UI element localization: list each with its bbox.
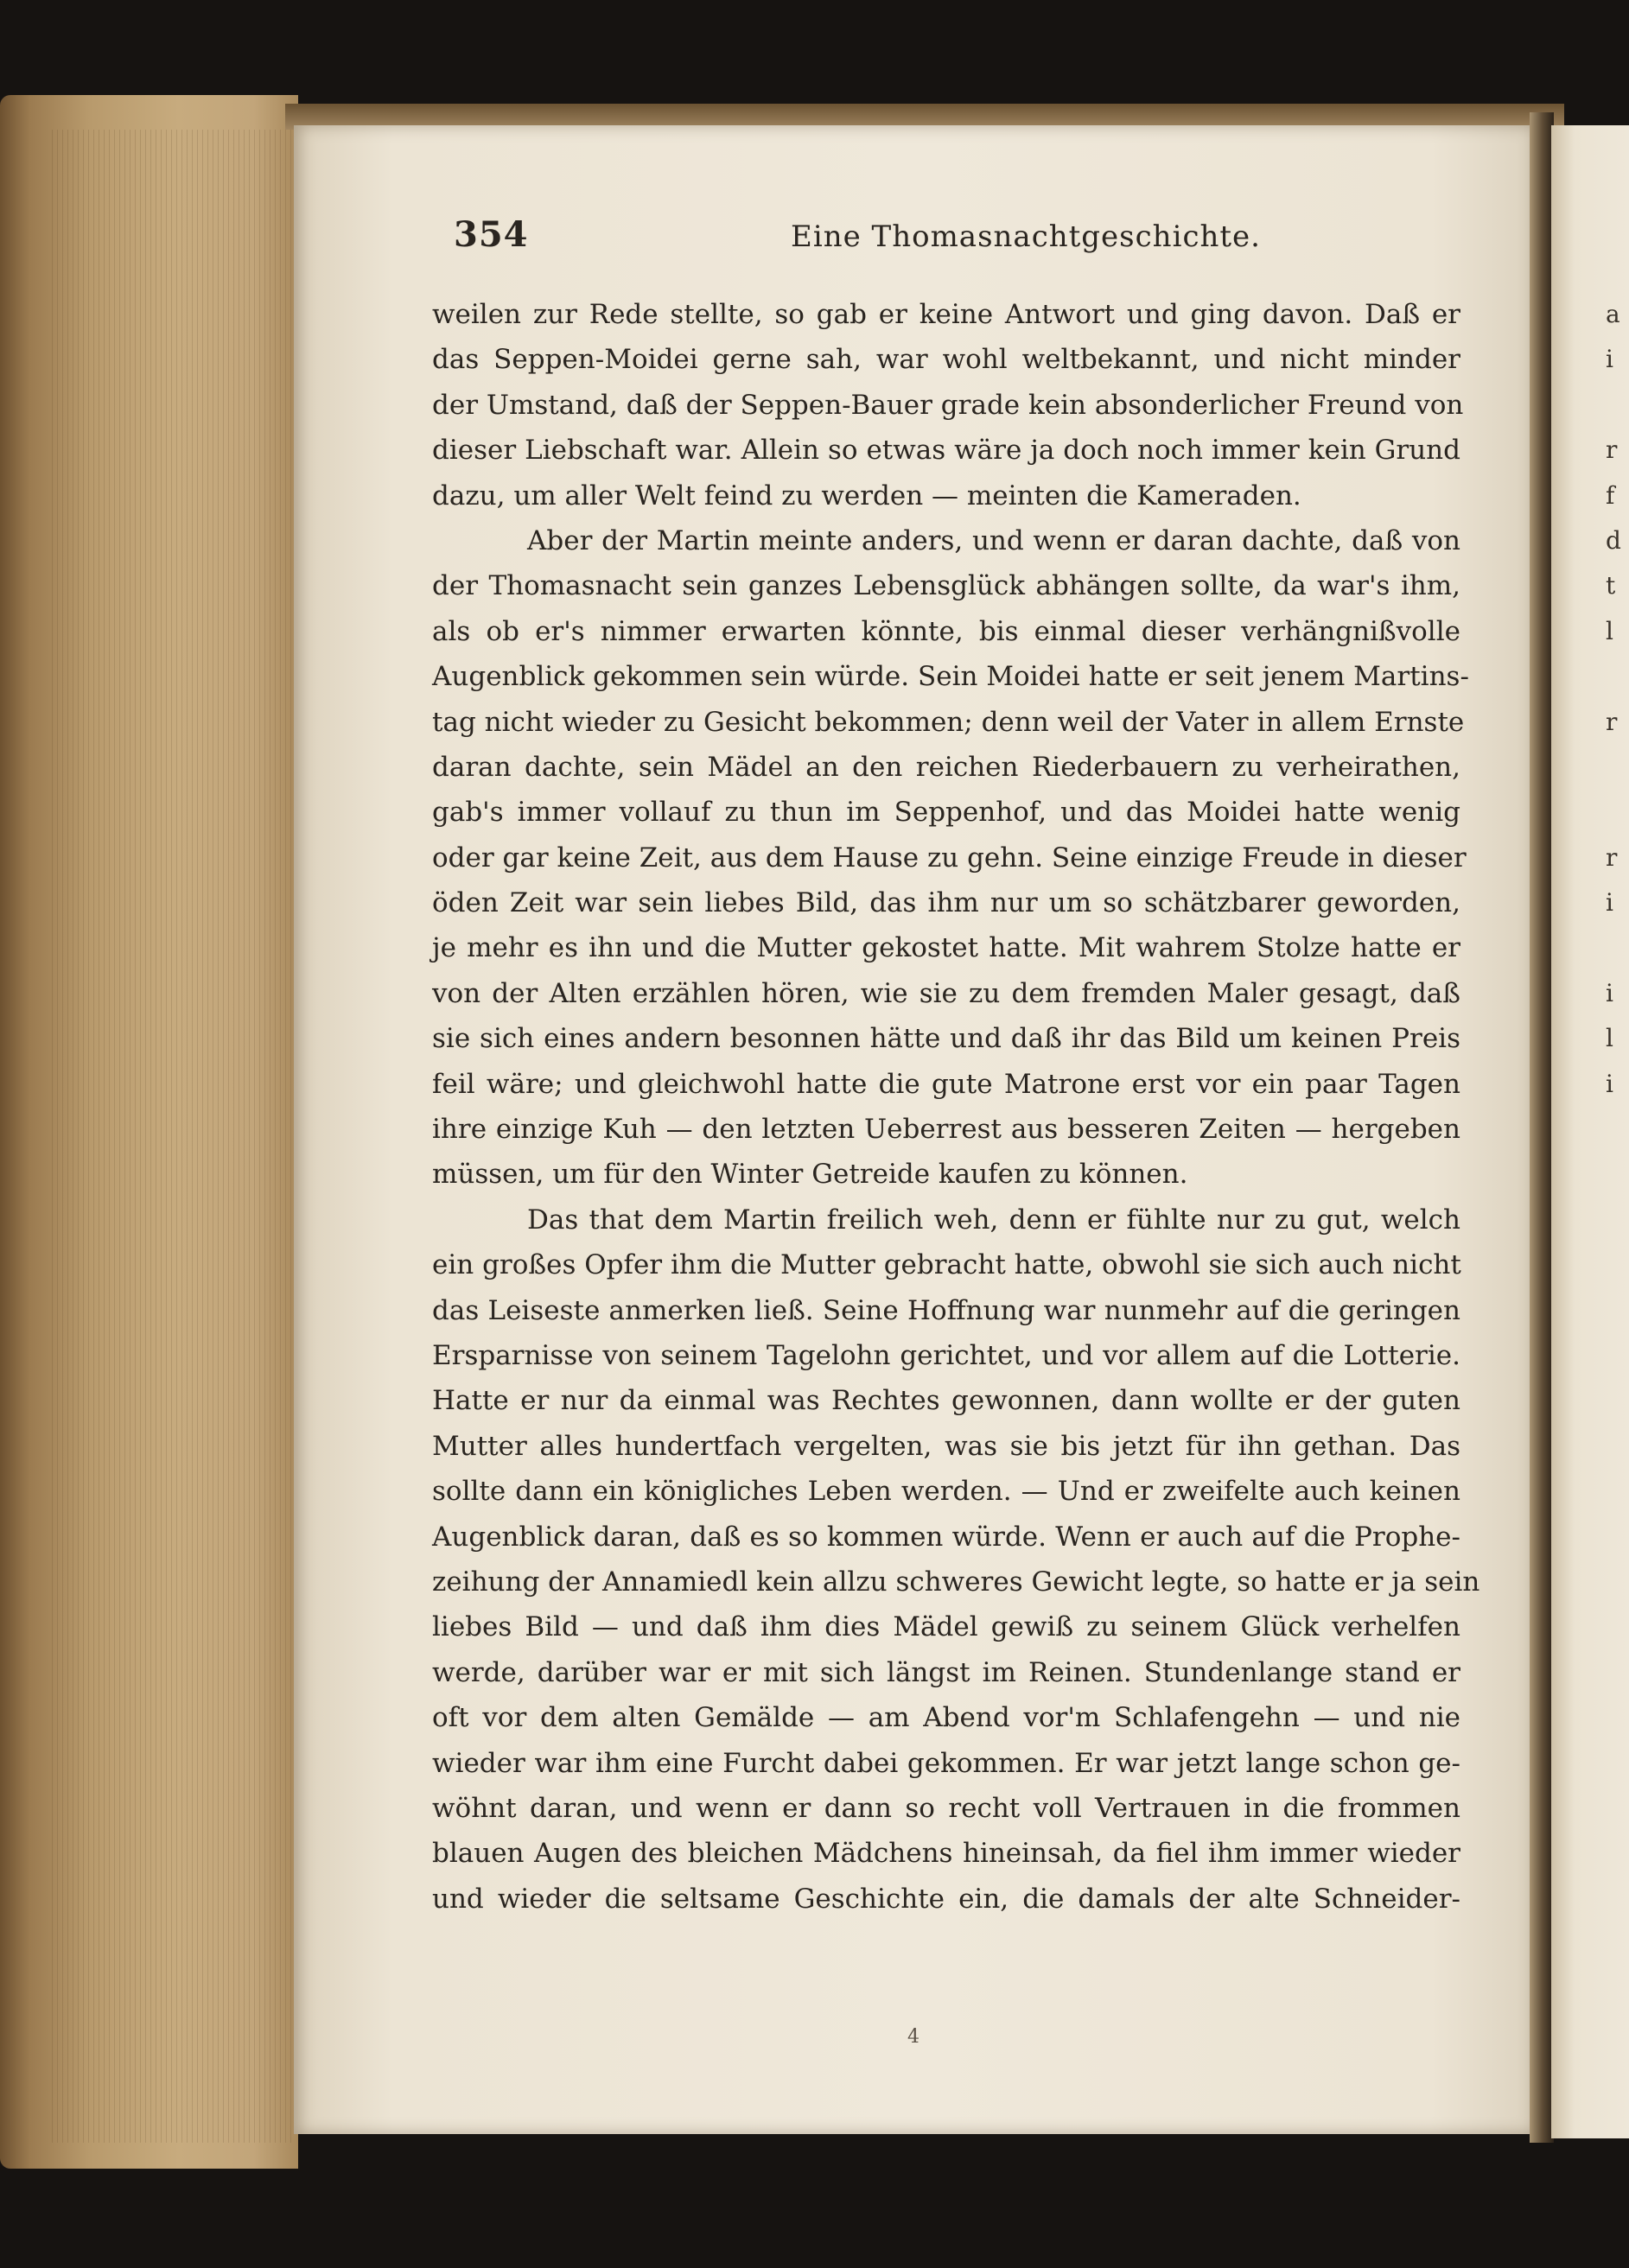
text-line: sie sich eines andern besonnen hätte und daß ihr das Bild um keinen Preis	[432, 1023, 1460, 1055]
text-line: weilen zur Rede stellte, so gab er keine Antwort und ging davon. Daß er	[432, 299, 1460, 330]
fragment: f	[1606, 480, 1615, 510]
text-line: je mehr es ihn und die Mutter gekostet hatte. Mit wahrem Stolze hatte er	[432, 932, 1460, 964]
text-line: dieser Liebschaft war. Allein so etwas wäre ja doch noch immer kein Grund	[432, 435, 1460, 467]
text-line: Hatte er nur da einmal was Rechtes gewonnen, dann wollte er der guten	[432, 1385, 1460, 1417]
page-header	[454, 214, 1456, 266]
running-title: Eine Thomasnachtgeschichte.	[791, 219, 1261, 254]
text-line: das Leiseste anmerken ließ. Seine Hoffnung war nunmehr auf die geringen	[432, 1294, 1460, 1326]
body-text	[432, 292, 1480, 1922]
text-line: gab's immer vollauf zu thun im Seppenhof, und das Moidei hatte wenig	[432, 797, 1460, 829]
text-line: von der Alten erzählen hören, wie sie zu dem fremden Maler gesagt, daß	[432, 977, 1460, 1009]
fragment: t	[1606, 571, 1616, 600]
text-line: feil wäre; und gleichwohl hatte die gute Matrone erst vor ein paar Tagen	[432, 1068, 1460, 1100]
text-line: daran dachte, sein Mädel an den reichen Riederbauern zu verheirathen,	[432, 751, 1460, 783]
fragment	[1606, 383, 1629, 428]
fragment: i	[1606, 345, 1613, 374]
text-line: wöhnt daran, und wenn er dann so recht voll Vertrauen in die frommen	[432, 1792, 1460, 1824]
text-line: oder gar keine Zeit, aus dem Hause zu gehn. Seine einzige Freude in dieser	[432, 842, 1467, 874]
text-line: der Thomasnacht sein ganzes Lebensglück abhängen sollte, da war's ihm,	[432, 570, 1460, 602]
book-gutter	[1530, 112, 1554, 2143]
text-line: liebes Bild — und daß ihm dies Mädel gewiß zu seinem Glück verhelfen	[432, 1611, 1460, 1643]
fragment: r	[1606, 707, 1618, 736]
page-number: 354	[454, 214, 529, 255]
text-line: wieder war ihm eine Furcht dabei gekommen. Er war jetzt lange schon ge-	[432, 1747, 1460, 1779]
text-line: werde, darüber war er mit sich längst im Reinen. Stundenlange stand er	[432, 1656, 1460, 1688]
fragment: l	[1606, 616, 1613, 645]
text-line: der Umstand, daß der Seppen-Bauer grade kein absonderlicher Freund von	[432, 389, 1464, 421]
fragment	[1606, 654, 1629, 699]
text-line: Aber der Martin meinte anders, und wenn er daran dachte, daß von	[527, 524, 1460, 556]
fragment: i	[1606, 978, 1613, 1007]
text-line: ein großes Opfer ihm die Mutter gebracht hatte, obwohl sie sich auch nicht	[432, 1249, 1461, 1281]
fragment: i	[1606, 888, 1613, 918]
text-line: Augenblick daran, daß es so kommen würde. Wenn er auch auf die Prophe-	[432, 1521, 1460, 1553]
right-page-text-fragments	[1606, 292, 1629, 1107]
fragment	[1606, 925, 1629, 970]
text-line: Das that dem Martin freilich weh, denn er fühlte nur zu gut, welch	[527, 1204, 1460, 1236]
fragment: l	[1606, 1024, 1613, 1053]
fragment: d	[1606, 525, 1621, 555]
text-line: Mutter alles hundertfach vergelten, was sie bis jetzt für ihn gethan. Das	[432, 1430, 1460, 1462]
text-line: sollte dann ein königliches Leben werden. — Und er zweifelte auch keinen	[432, 1476, 1460, 1508]
text-line: als ob er's nimmer erwarten könnte, bis einmal dieser verhängnißvolle	[432, 615, 1460, 647]
text-line: Ersparnisse von seinem Tagelohn gerichtet, und vor allem auf die Lotterie.	[432, 1339, 1460, 1371]
fragment: a	[1606, 300, 1620, 328]
fragment	[1606, 790, 1629, 835]
text-line: müssen, um für den Winter Getreide kaufen zu können.	[432, 1159, 1188, 1191]
text-line: Augenblick gekommen sein würde. Sein Moidei hatte er seit jenem Martins-	[432, 661, 1469, 693]
text-line: das Seppen-Moidei gerne sah, war wohl weltbekannt, und nicht minder	[432, 344, 1460, 376]
text-line: blauen Augen des bleichen Mädchens hineinsah, da fiel ihm immer wieder	[432, 1838, 1460, 1870]
text-line: öden Zeit war sein liebes Bild, das ihm nur um so schätzbarer geworden,	[432, 887, 1460, 919]
text-line: tag nicht wieder zu Gesicht bekommen; denn weil der Vater in allem Ernste	[432, 706, 1465, 738]
text-line: oft vor dem alten Gemälde — am Abend vor'm Schlafengehn — und nie	[432, 1702, 1460, 1734]
fragment: r	[1606, 842, 1618, 872]
page-edge-lines	[52, 130, 294, 2143]
text-line: zeihung der Annamiedl kein allzu schweres Gewicht legte, so hatte er ja sein	[432, 1566, 1480, 1598]
fragment: i	[1606, 1069, 1613, 1098]
signature-mark: 4	[907, 2026, 919, 2048]
text-line: dazu, um aller Welt feind zu werden — meinten die Kameraden.	[432, 480, 1301, 511]
text-line: ihre einzige Kuh — den letzten Ueberrest aus besseren Zeiten — hergeben	[432, 1114, 1460, 1146]
fragment: r	[1606, 435, 1618, 465]
text-line: und wieder die seltsame Geschichte ein, die damals der alte Schneider-	[432, 1883, 1460, 1915]
fragment	[1606, 745, 1629, 790]
